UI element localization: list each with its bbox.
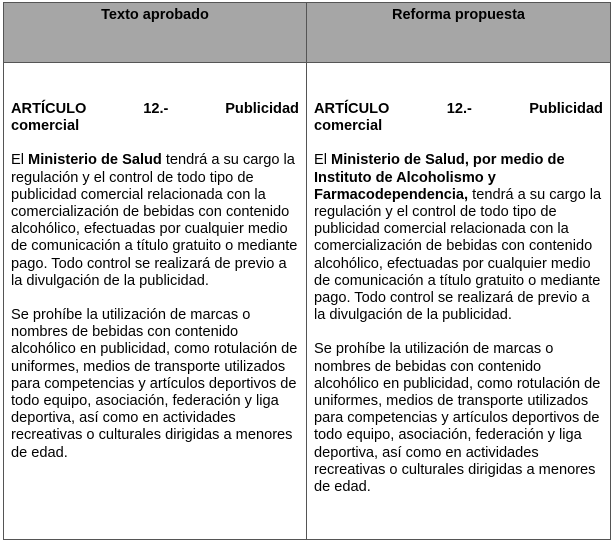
column-texto-aprobado	[4, 3, 307, 539]
right-article-title: Publicidad	[529, 101, 603, 117]
column-reforma-propuesta	[307, 3, 610, 539]
right-article-word: ARTÍCULO	[314, 101, 390, 117]
left-article-heading	[11, 101, 299, 118]
right-article-title2: comercial	[314, 118, 383, 135]
left-article-title: Publicidad	[225, 101, 299, 117]
left-article-num: 12.-	[143, 101, 169, 117]
right-p1-bold: Ministerio de Salud, por medio de Instituto de Alcoholismo y Farmacodependencia,	[314, 152, 565, 203]
right-paragraph-2: Se prohíbe la utilización de marcas o nombres de bebidas con contenido alcohólico en publicidad, como rotulación de uniformes, medios de transporte utilizados para competencias y artículos deportivos de todo equipo, asociación, federación y liga deportiva, así como en actividades recreativas o culturales dirigidas a menores de edad.	[314, 341, 601, 496]
left-paragraph-2: Se prohíbe la utilización de marcas o nombres de bebidas con contenido alcohólico en publicidad, como rotulación de uniformes, medios de transporte utilizados para competencias y artículos deportivos de todo equipo, asociación, federación y liga deportiva, así como en actividades recreativas o culturales dirigidas a menores de edad.	[11, 307, 298, 461]
left-article-title2: comercial	[11, 118, 80, 135]
left-article-word: ARTÍCULO	[11, 101, 87, 117]
comparison-table	[3, 2, 611, 540]
right-article-num: 12.-	[446, 101, 472, 117]
right-p1-post: tendrá a su cargo la regulación y el control de todo tipo de publicidad comercial relacionada con la comercialización de bebidas con contenido alcohólico, efectuadas por cualquier medio de comunicación a título gratuito o mediante pago. Todo control se realizará de previo a la divulgación de la publicidad.	[314, 186, 602, 324]
left-body	[4, 63, 306, 462]
left-paragraph-1	[11, 152, 299, 290]
header-reforma-propuesta: Reforma propuesta	[307, 3, 610, 63]
right-paragraph-1	[314, 152, 603, 324]
left-p1-post: tendrá a su cargo la regulación y el control de todo tipo de publicidad comercial relacionada con la comercialización de bebidas con contenido alcohólico, efectuadas por cualquier medio de comunicación a título gratuito o mediante pago. Todo control se realizará de previo a la divulgación de la publicidad.	[11, 152, 298, 289]
left-p1-bold: Ministerio de Salud	[28, 152, 162, 169]
right-article-heading	[314, 101, 603, 118]
header-texto-aprobado: Texto aprobado	[4, 3, 306, 63]
right-body	[307, 63, 610, 496]
left-p1-pre: El	[11, 152, 29, 169]
right-p1-pre: El	[314, 152, 332, 169]
